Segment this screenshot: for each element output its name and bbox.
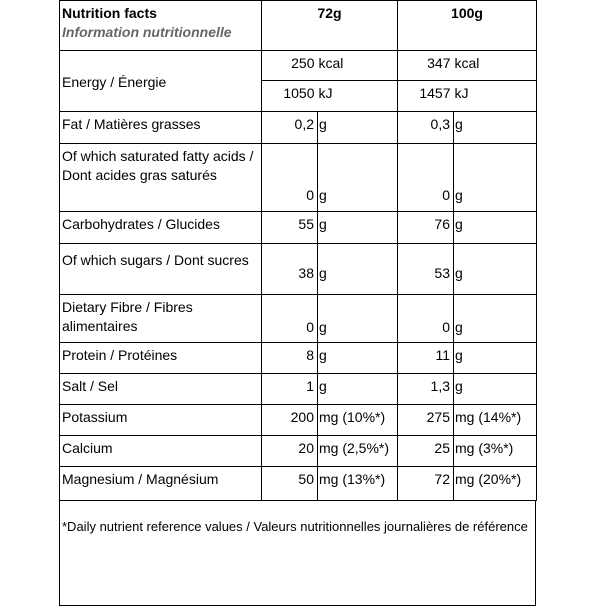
row-label-potassium: Potassium: [60, 405, 262, 436]
potassium-100g-unit: mg (14%*): [454, 405, 537, 436]
table-row: [60, 343, 537, 374]
saturated-fat-100g-unit: g: [454, 144, 537, 212]
salt-100g-unit: g: [454, 374, 537, 405]
table-row: [60, 212, 537, 244]
table-row: [60, 295, 537, 343]
protein-100g-value: 11: [398, 343, 454, 374]
sugars-100g-value: 53: [398, 244, 454, 295]
nutrition-table: [59, 0, 537, 501]
protein-72g-value: 8: [262, 343, 318, 374]
energy-label: Energy / Énergie: [60, 51, 262, 112]
saturated-fat-72g-unit: g: [318, 144, 398, 212]
energy-kj-100g-unit: kJ: [454, 81, 537, 112]
table-row: [60, 144, 537, 212]
magnesium-72g-value: 50: [262, 467, 318, 501]
magnesium-72g-unit: mg (13%*): [318, 467, 398, 501]
sugars-72g-value: 38: [262, 244, 318, 295]
nutrition-panel: [59, 0, 536, 606]
row-label-saturated-fat: Of which saturated fatty acids / Dont acides gras saturés: [60, 144, 262, 212]
fat-100g-unit: g: [454, 112, 537, 144]
fat-100g-value: 0,3: [398, 112, 454, 144]
footnote-box: [59, 501, 536, 606]
magnesium-100g-value: 72: [398, 467, 454, 501]
calcium-100g-value: 25: [398, 436, 454, 467]
energy-kj-72g-value: 1050: [262, 81, 318, 112]
sugars-100g-unit: g: [454, 244, 537, 295]
energy-kcal-72g-unit: kcal: [318, 51, 398, 81]
footnote-text: *Daily nutrient reference values / Valeurs nutritionnelles journalières de référence: [62, 519, 528, 534]
row-label-sugars: Of which sugars / Dont sucres: [60, 244, 262, 295]
sugars-72g-unit: g: [318, 244, 398, 295]
energy-kj-72g-unit: kJ: [318, 81, 398, 112]
row-label-salt: Salt / Sel: [60, 374, 262, 405]
salt-72g-unit: g: [318, 374, 398, 405]
table-row: [60, 112, 537, 144]
row-label-dietary-fibre: Dietary Fibre / Fibres alimentaires: [60, 295, 262, 343]
potassium-72g-unit: mg (10%*): [318, 405, 398, 436]
potassium-72g-value: 200: [262, 405, 318, 436]
table-row: [60, 244, 537, 295]
row-label-calcium: Calcium: [60, 436, 262, 467]
fat-72g-value: 0,2: [262, 112, 318, 144]
table-title: Nutrition facts: [62, 5, 157, 21]
row-label-carbohydrates: Carbohydrates / Glucides: [60, 212, 262, 244]
energy-kcal-100g-unit: kcal: [454, 51, 537, 81]
carbohydrates-72g-value: 55: [262, 212, 318, 244]
energy-kcal-100g-value: 347: [398, 51, 454, 81]
calcium-72g-unit: mg (2,5%*): [318, 436, 398, 467]
salt-72g-value: 1: [262, 374, 318, 405]
energy-kcal-row: [60, 51, 537, 81]
dietary-fibre-72g-unit: g: [318, 295, 398, 343]
carbohydrates-100g-value: 76: [398, 212, 454, 244]
saturated-fat-100g-value: 0: [398, 144, 454, 212]
saturated-fat-72g-value: 0: [262, 144, 318, 212]
table-row: [60, 436, 537, 467]
header-title-cell: [60, 1, 262, 51]
dietary-fibre-100g-unit: g: [454, 295, 537, 343]
row-label-fat: Fat / Matières grasses: [60, 112, 262, 144]
column-header-72g: 72g: [262, 1, 398, 51]
fat-72g-unit: g: [318, 112, 398, 144]
magnesium-100g-unit: mg (20%*): [454, 467, 537, 501]
row-label-magnesium: Magnesium / Magnésium: [60, 467, 262, 501]
dietary-fibre-72g-value: 0: [262, 295, 318, 343]
calcium-72g-value: 20: [262, 436, 318, 467]
row-label-protein: Protein / Protéines: [60, 343, 262, 374]
column-header-100g: 100g: [398, 1, 537, 51]
energy-kj-100g-value: 1457: [398, 81, 454, 112]
header-row: [60, 1, 537, 51]
potassium-100g-value: 275: [398, 405, 454, 436]
calcium-100g-unit: mg (3%*): [454, 436, 537, 467]
carbohydrates-72g-unit: g: [318, 212, 398, 244]
table-row: [60, 405, 537, 436]
table-subtitle: Information nutritionnelle: [62, 24, 232, 40]
table-row: [60, 467, 537, 501]
table-row: [60, 374, 537, 405]
energy-kcal-72g-value: 250: [262, 51, 318, 81]
protein-100g-unit: g: [454, 343, 537, 374]
protein-72g-unit: g: [318, 343, 398, 374]
salt-100g-value: 1,3: [398, 374, 454, 405]
carbohydrates-100g-unit: g: [454, 212, 537, 244]
dietary-fibre-100g-value: 0: [398, 295, 454, 343]
